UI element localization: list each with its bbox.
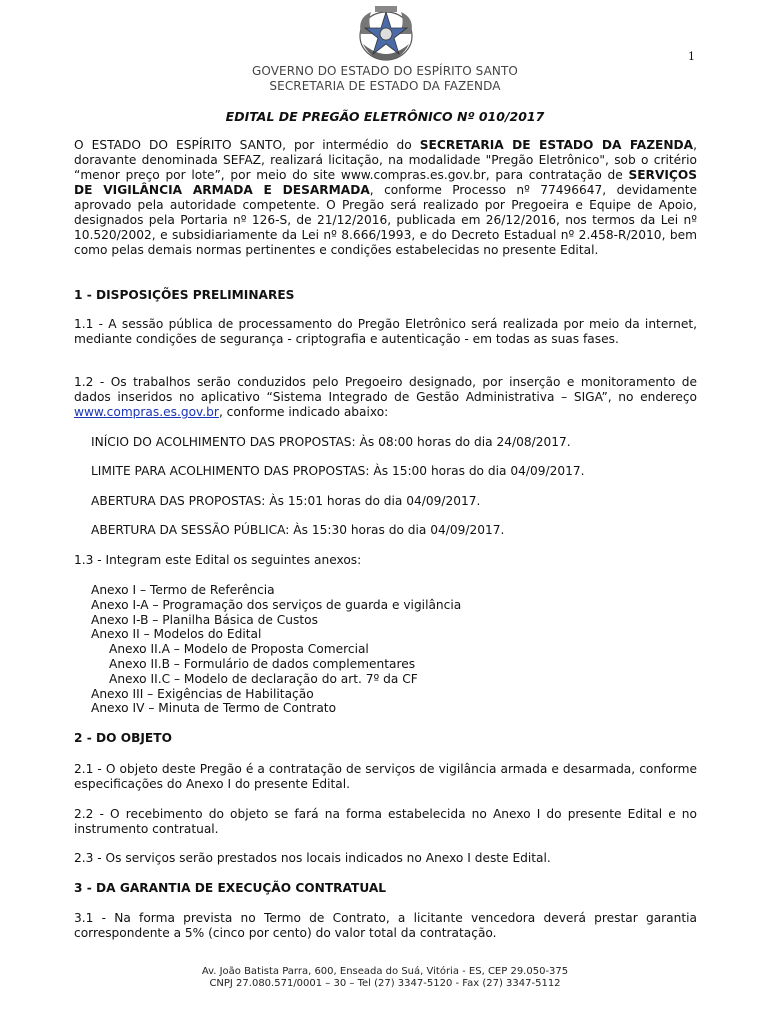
- section-1-heading: 1 - DISPOSIÇÕES PRELIMINARES: [74, 288, 295, 302]
- list-item: Anexo I-B – Planilha Básica de Custos: [91, 612, 318, 627]
- list-item: Anexo III – Exigências de Habilitação: [91, 686, 314, 701]
- schedule-item: LIMITE PARA ACOLHIMENTO DAS PROPOSTAS: Às 15:00 horas do dia 04/09/2017.: [91, 464, 585, 478]
- list-item: Anexo II.B – Formulário de dados complementares: [109, 656, 416, 671]
- annex-list: [91, 583, 461, 716]
- paragraph-2-3: 2.3 - Os serviços serão prestados nos locais indicados no Anexo I deste Edital.: [74, 851, 551, 865]
- paragraph-1-2: 1.2 - Os trabalhos serão conduzidos pelo Pregoeiro designado, por inserção e monitoramento de dados inseridos no aplicativo “Sistema Integrado de Gestão Administrativa – SIGA”, no endereço www.compras.es.gov.br, conforme indicado abaixo:: [74, 375, 697, 419]
- paragraph-1-1: 1.1 - A sessão pública de processamento do Pregão Eletrônico será realizada por meio da internet, mediante condições de segurança - criptografia e autenticação - em todas as suas fases.: [74, 317, 697, 346]
- list-item: Anexo II.A – Modelo de Proposta Comercial: [109, 642, 369, 657]
- paragraph-3-1: 3.1 - Na forma prevista no Termo de Contrato, a licitante vencedora deverá prestar garantia correspondente a 5% (cinco por cento) do valor total da contratação.: [74, 911, 697, 940]
- intro-paragraph: O ESTADO DO ESPÍRITO SANTO, por intermédio do SECRETARIA DE ESTADO DA FAZENDA, doravante denominada SEFAZ, realizará licitação, na modalidade "Pregão Eletrônico", sob o critério “menor preço por lote”, por meio do site www.compras.es.gov.br, para contratação de SERVIÇOS DE VIGILÂNCIA ARMADA E DESARMADA, conforme Processo nº 77496647, devidamente aprovado pela autoridade competente. O Pregão será realizado por Pregoeira e Equipe de Apoio, designados pela Portaria nº 126-S, de 21/12/2016, publicada em 26/12/2016, nos termos da Lei nº 10.520/2002, e subsidiariamente da Lei nº 8.666/1993, e do Decreto Estadual nº 2.458-R/2010, bem como pelas demais normas pertinentes e condições estabelecidas no presente Edital.: [74, 138, 698, 257]
- footer-address: Av. João Batista Parra, 600, Enseada do Suá, Vitória - ES, CEP 29.050-375: [201, 966, 569, 977]
- paragraph-1-3: 1.3 - Integram este Edital os seguintes anexos:: [74, 553, 362, 567]
- footer-contact: CNPJ 27.080.571/0001 – 30 – Tel (27) 3347-5120 - Fax (27) 3347-5112: [209, 978, 561, 989]
- list-item: Anexo II – Modelos do Edital: [91, 627, 262, 642]
- document-title: EDITAL DE PREGÃO ELETRÔNICO Nº 010/2017: [225, 109, 545, 124]
- page-number: 1: [688, 50, 695, 63]
- section-3-heading: 3 - DA GARANTIA DE EXECUÇÃO CONTRATUAL: [74, 881, 387, 895]
- schedule-item: ABERTURA DA SESSÃO PÚBLICA: Às 15:30 horas do dia 04/09/2017.: [91, 523, 505, 537]
- list-item: Anexo IV – Minuta de Termo de Contrato: [91, 701, 337, 716]
- section-2-heading: 2 - DO OBJETO: [74, 731, 172, 745]
- paragraph-2-2: 2.2 - O recebimento do objeto se fará na forma estabelecida no Anexo I do presente Edital e no instrumento contratual.: [74, 807, 697, 836]
- header-government: GOVERNO DO ESTADO DO ESPÍRITO SANTO: [252, 64, 518, 78]
- paragraph-2-1: 2.1 - O objeto deste Pregão é a contratação de serviços de vigilância armada e desarmada, conforme especificações do Anexo I do presente Edital.: [74, 762, 697, 791]
- compras-link[interactable]: www.compras.es.gov.br: [74, 405, 219, 419]
- list-item: Anexo II.C – Modelo de declaração do art. 7º da CF: [109, 671, 418, 686]
- list-item: Anexo I – Termo de Referência: [91, 583, 275, 597]
- schedule-item: ABERTURA DAS PROPOSTAS: Às 15:01 horas do dia 04/09/2017.: [91, 494, 481, 508]
- schedule-item: INÍCIO DO ACOLHIMENTO DAS PROPOSTAS: Às 08:00 horas do dia 24/08/2017.: [91, 435, 571, 449]
- list-item: Anexo I-A – Programação dos serviços de guarda e vigilância: [91, 597, 462, 612]
- state-coat-of-arms-icon: [353, 4, 419, 64]
- header-secretariat: SECRETARIA DE ESTADO DA FAZENDA: [269, 79, 501, 93]
